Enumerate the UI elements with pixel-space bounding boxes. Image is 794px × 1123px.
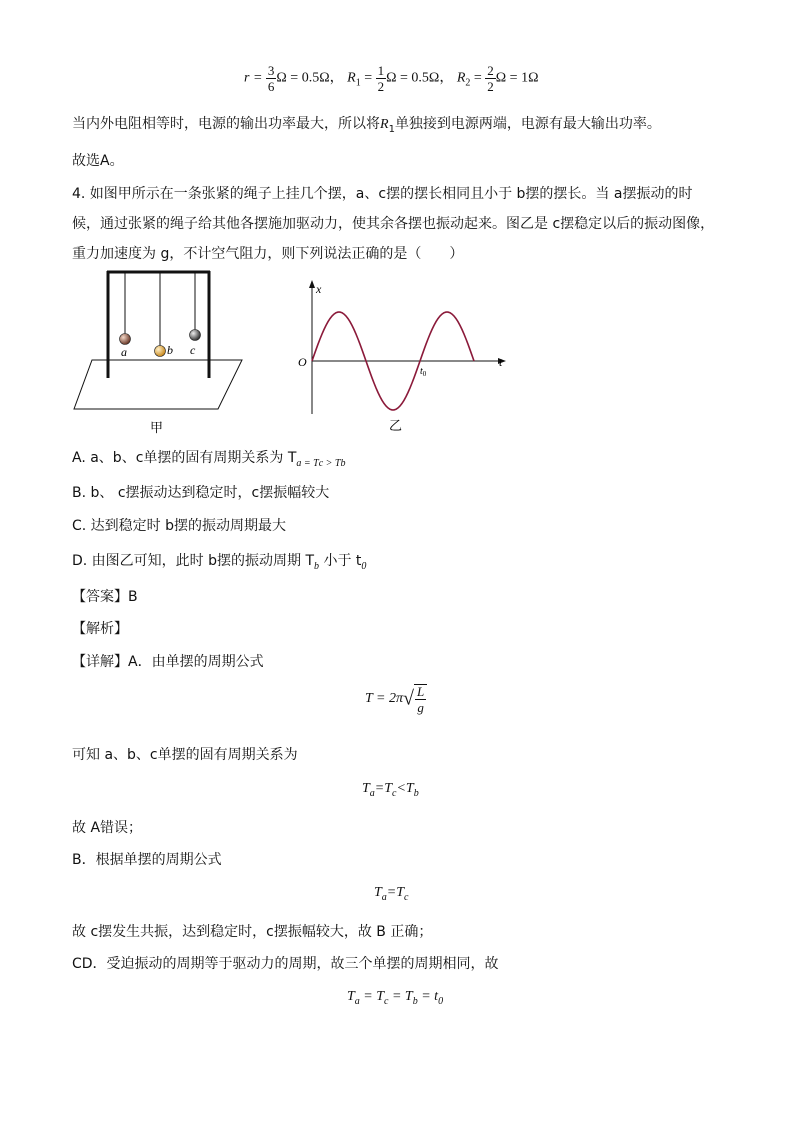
formula-relation-3: $T_a = T_c = T_b = t_0$: [347, 989, 444, 1007]
question-line-3: 重力加速度为 g，不计空气阻力，则下列说法正确的是（ ）: [72, 246, 464, 262]
option-a: [72, 447, 345, 469]
r2-eq: =: [473, 70, 482, 86]
formula-resistances: [244, 64, 539, 93]
label-a: a: [121, 345, 127, 359]
figure-oscillation-graph: [292, 280, 512, 435]
para1-a: 当内外电阻相等时，电源的输出功率最大，所以将: [72, 116, 380, 132]
option-a-rel2: c > T: [318, 457, 341, 469]
formula-relation-2: $T_a=T_c$: [374, 885, 409, 903]
option-b: B. b、 c摆振动达到稳定时，c摆振幅较大: [72, 485, 330, 501]
axis-x-label: x: [316, 282, 322, 296]
r2-rhs: Ω = 1Ω: [495, 70, 539, 86]
option-d-sub: b: [314, 560, 320, 572]
option-a-rel1: a = T: [296, 457, 319, 469]
label-b: b: [167, 343, 173, 357]
detail-intro: 【详解】A．由单摆的周期公式: [72, 654, 264, 670]
sep1: ，: [329, 70, 344, 86]
t0-label: $t_0$: [420, 366, 427, 378]
table-plane: [74, 360, 242, 409]
r-fraction: $\frac{3}{6}$: [267, 63, 275, 94]
know-text: 可知 a、b、c单摆的固有周期关系为: [72, 747, 298, 763]
b-intro: B．根据单摆的周期公式: [72, 852, 222, 868]
paragraph-max-power: [72, 113, 661, 135]
r2-fraction: $\frac{2}{2}$: [487, 63, 494, 94]
r1-sub: 1: [355, 77, 361, 89]
ball-b: [155, 346, 166, 357]
caption-jia: 甲: [150, 421, 164, 436]
para1-r: R: [380, 117, 389, 132]
option-a-rel3: b: [340, 457, 346, 469]
period-lhs: T = 2π: [365, 691, 403, 707]
question-line-2: 候，通过张紧的绳子给其他各摆施加驱动力，使其余各摆也振动起来。图乙是 c摆稳定以后的振动图像，: [72, 216, 715, 232]
previous-answer: 故选A。: [72, 153, 124, 169]
r1-rhs: Ω = 0.5Ω: [386, 70, 440, 86]
option-c: C. 达到稳定时 b摆的振动周期最大: [72, 518, 287, 534]
period-sqrt: $\frac{L}{g}$: [414, 684, 427, 714]
x-axis-arrow: [309, 280, 315, 288]
b-conclusion: 故 c摆发生共振，达到稳定时，c摆振幅较大，故 B 正确；: [72, 924, 433, 940]
r1-lhs: R: [347, 70, 356, 86]
axis-t-label: t: [499, 355, 503, 369]
caption-yi: 乙: [389, 419, 403, 434]
formula-relation-1: $T_a=T_c<T_b$: [362, 781, 419, 799]
option-d-text: D. 由图乙可知，此时 b摆的振动周期 T: [72, 553, 315, 569]
origin-label: O: [298, 355, 307, 369]
r2-sub: 2: [465, 77, 471, 89]
wrong-a: 故 A错误；: [72, 820, 143, 836]
r2-lhs: R: [456, 70, 466, 86]
r1-fraction: $\frac{1}{2}$: [377, 63, 385, 94]
question-line-1: 4. 如图甲所示在一条张紧的绳子上挂几个摆，a、c摆的摆长相同且小于 b摆的摆长。当 a摆振动的时: [72, 186, 693, 202]
ball-a: [120, 334, 131, 345]
r-rhs: Ω = 0.5Ω: [276, 70, 330, 86]
sep2: ，: [439, 70, 454, 86]
option-d: [72, 550, 366, 572]
ball-c: [190, 330, 201, 341]
formula-period: T = 2π√ $\frac{L}{g}$: [365, 684, 427, 714]
label-c: c: [190, 343, 196, 357]
r-lhs: r =: [244, 70, 263, 86]
option-d-tail: 小于 t: [319, 553, 362, 569]
r1-eq: =: [364, 70, 373, 86]
analysis-tag: 【解析】: [72, 621, 128, 637]
para1-sub: 1: [388, 123, 395, 135]
para1-b: 单独接到电源两端，电源有最大输出功率。: [394, 116, 661, 132]
answer-tag: 【答案】B: [72, 589, 138, 605]
option-d-tail-sub: 0: [361, 560, 367, 572]
option-a-text: A. a、b、c单摆的固有周期关系为 T: [72, 450, 297, 466]
cd-intro: CD．受迫振动的周期等于驱动力的周期，故三个单摆的周期相同，故: [72, 956, 499, 972]
figure-pendulums: [70, 268, 250, 438]
